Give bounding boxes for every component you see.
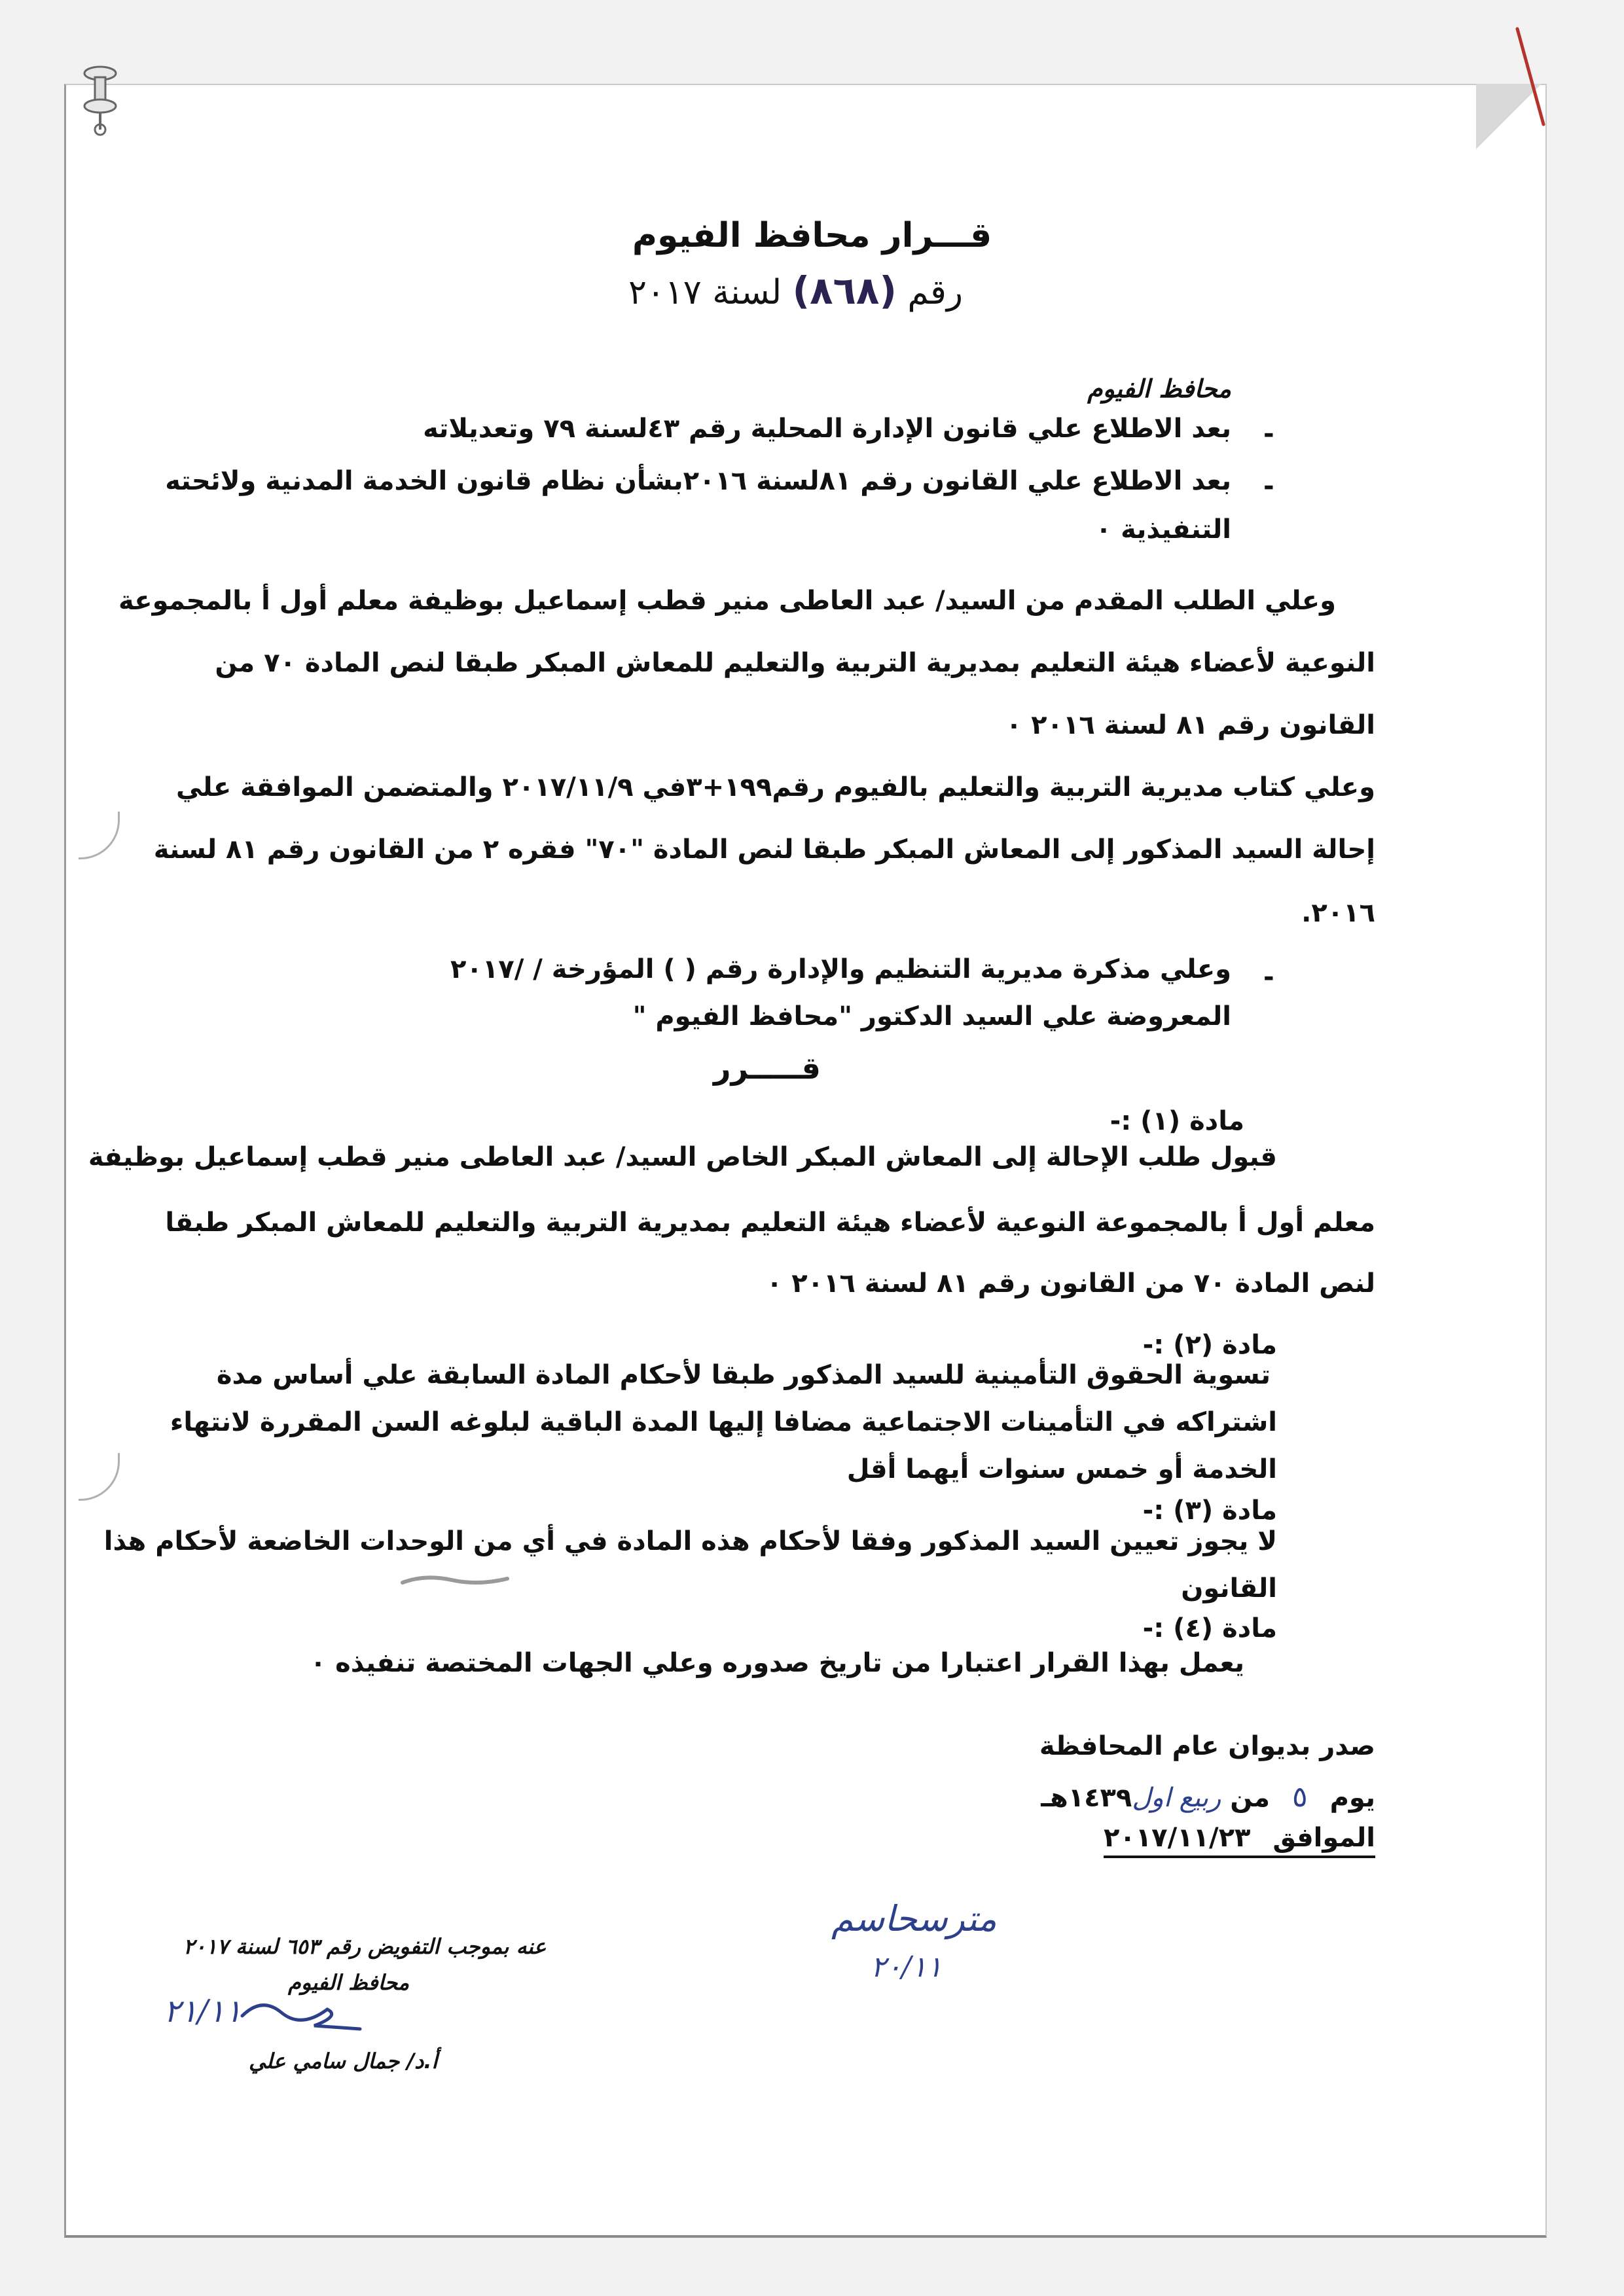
gregorian-date: ٢٠١٧/١١/٢٣: [1103, 1823, 1251, 1853]
signatory-title: محافظ الفيوم: [288, 1970, 410, 1995]
memo-line: المعروضة علي السيد الدكتور "محافظ الفيوم ": [632, 1001, 1231, 1031]
article-line: القانون: [1181, 1573, 1277, 1604]
red-pen-mark: [1512, 26, 1551, 131]
memo-line: وعلي مذكرة مديرية التنظيم والإدارة رقم ( ) المؤرخة / /٢٠١٧: [450, 954, 1231, 984]
decision-title: قـــرار محافظ الفيوم: [632, 216, 992, 255]
issuer-label: محافظ الفيوم: [1087, 374, 1231, 403]
issuance-date-gregorian: [1104, 1823, 1375, 1858]
issuance-date-hijri: [1041, 1780, 1375, 1814]
request-line: النوعية لأعضاء هيئة التعليم بمديرية التربية والتعليم للمعاش المبكر طبقا لنص المادة ٧٠ من: [215, 648, 1375, 678]
day-label: يوم: [1329, 1783, 1375, 1813]
preamble-line: بعد الاطلاع علي القانون رقم ٨١لسنة ٢٠١٦بشأن نظام قانون الخدمة المدنية ولائحته: [165, 466, 1231, 496]
number-prefix: رقم: [907, 273, 963, 312]
article-line: اشتراكه في التأمينات الاجتماعية مضافا إليها المدة الباقية لبلوغه السن المقررة لانتهاء: [170, 1407, 1277, 1437]
signatory-name: أ.د/ جمال سامي علي: [249, 2049, 438, 2073]
decision-number-line: [628, 268, 963, 313]
signature-scribble: [236, 1990, 367, 2042]
handwritten-initials: مترسحاسم: [831, 1898, 997, 1939]
preamble-line: بعد الاطلاع علي قانون الإدارة المحلية رقم ٤٣لسنة ٧٩ وتعديلاته: [423, 414, 1231, 444]
hijri-year: ١٤٣٩هـ: [1041, 1783, 1132, 1813]
request-line: وعلي الطلب المقدم من السيد/ عبد العاطى منير قطب إسماعيل بوظيفة معلم أول أ بالمجموعة: [118, 586, 1336, 616]
from-label: من: [1230, 1783, 1271, 1813]
article-line: لنص المادة ٧٠ من القانون رقم ٨١ لسنة ٢٠١٦ ٠: [766, 1268, 1375, 1299]
signature-handwritten-date: ٢١/١١: [164, 1993, 242, 2030]
corresponding-label: الموافق: [1272, 1823, 1375, 1853]
article-heading: مادة (٢) :-: [1142, 1330, 1277, 1360]
ink-smudge: [399, 1571, 511, 1590]
decision-year: لسنة ٢٠١٧: [628, 273, 782, 312]
pin-icon: [77, 64, 123, 136]
bullet-dash: -: [1263, 962, 1274, 992]
delegation-line: عنه بموجب التفويض رقم ٦٥٣ لسنة ٢٠١٧: [183, 1934, 547, 1959]
decision-number: (٨٦٨): [792, 268, 897, 313]
bullet-dash: -: [1263, 471, 1274, 501]
letter-line: ٢٠١٦.: [1301, 898, 1375, 928]
letter-line: وعلي كتاب مديرية التربية والتعليم بالفيوم رقم١٩٩+٣في ٢٠١٧/١١/٩ والمتضمن الموافقة علي: [176, 772, 1375, 802]
hijri-month: ربيع اول: [1132, 1783, 1221, 1813]
article-line: لا يجوز تعيين السيد المذكور وفقا لأحكام هذه المادة في أي من الوحدات الخاضعة لأحكام هذا: [103, 1526, 1277, 1556]
article-heading: مادة (٣) :-: [1142, 1496, 1277, 1526]
article-line: تسوية الحقوق التأمينية للسيد المذكور طبقا لأحكام المادة السابقة علي أساس مدة: [216, 1360, 1271, 1390]
handwritten-date: ٢٠/١١: [871, 1950, 943, 1984]
article-line: معلم أول أ بالمجموعة النوعية لأعضاء هيئة التعليم بمديرية التربية والتعليم للمعاش المبكر طبقا: [165, 1208, 1375, 1238]
day-value: ٥: [1292, 1780, 1308, 1814]
preamble-line: التنفيذية ٠: [1095, 514, 1231, 545]
letter-line: إحالة السيد المذكور إلى المعاش المبكر طبقا لنص المادة "٧٠" فقره ٢ من القانون رقم ٨١ لسنة: [153, 834, 1375, 865]
bullet-dash: -: [1263, 419, 1274, 449]
article-line: يعمل بهذا القرار اعتبارا من تاريخ صدوره وعلي الجهات المختصة تنفيذه ٠: [310, 1648, 1244, 1678]
issuance-line: صدر بديوان عام المحافظة: [1039, 1731, 1375, 1761]
article-line: قبول طلب الإحالة إلى المعاش المبكر الخاص السيد/ عبد العاطى منير قطب إسماعيل بوظيفة: [88, 1142, 1277, 1172]
article-heading: مادة (١) :-: [1110, 1106, 1244, 1136]
decision-heading: قـــــرر: [713, 1050, 821, 1086]
article-heading: مادة (٤) :-: [1142, 1613, 1277, 1643]
article-line: الخدمة أو خمس سنوات أيهما أقل: [846, 1454, 1277, 1484]
request-line: القانون رقم ٨١ لسنة ٢٠١٦ ٠: [1005, 710, 1375, 740]
